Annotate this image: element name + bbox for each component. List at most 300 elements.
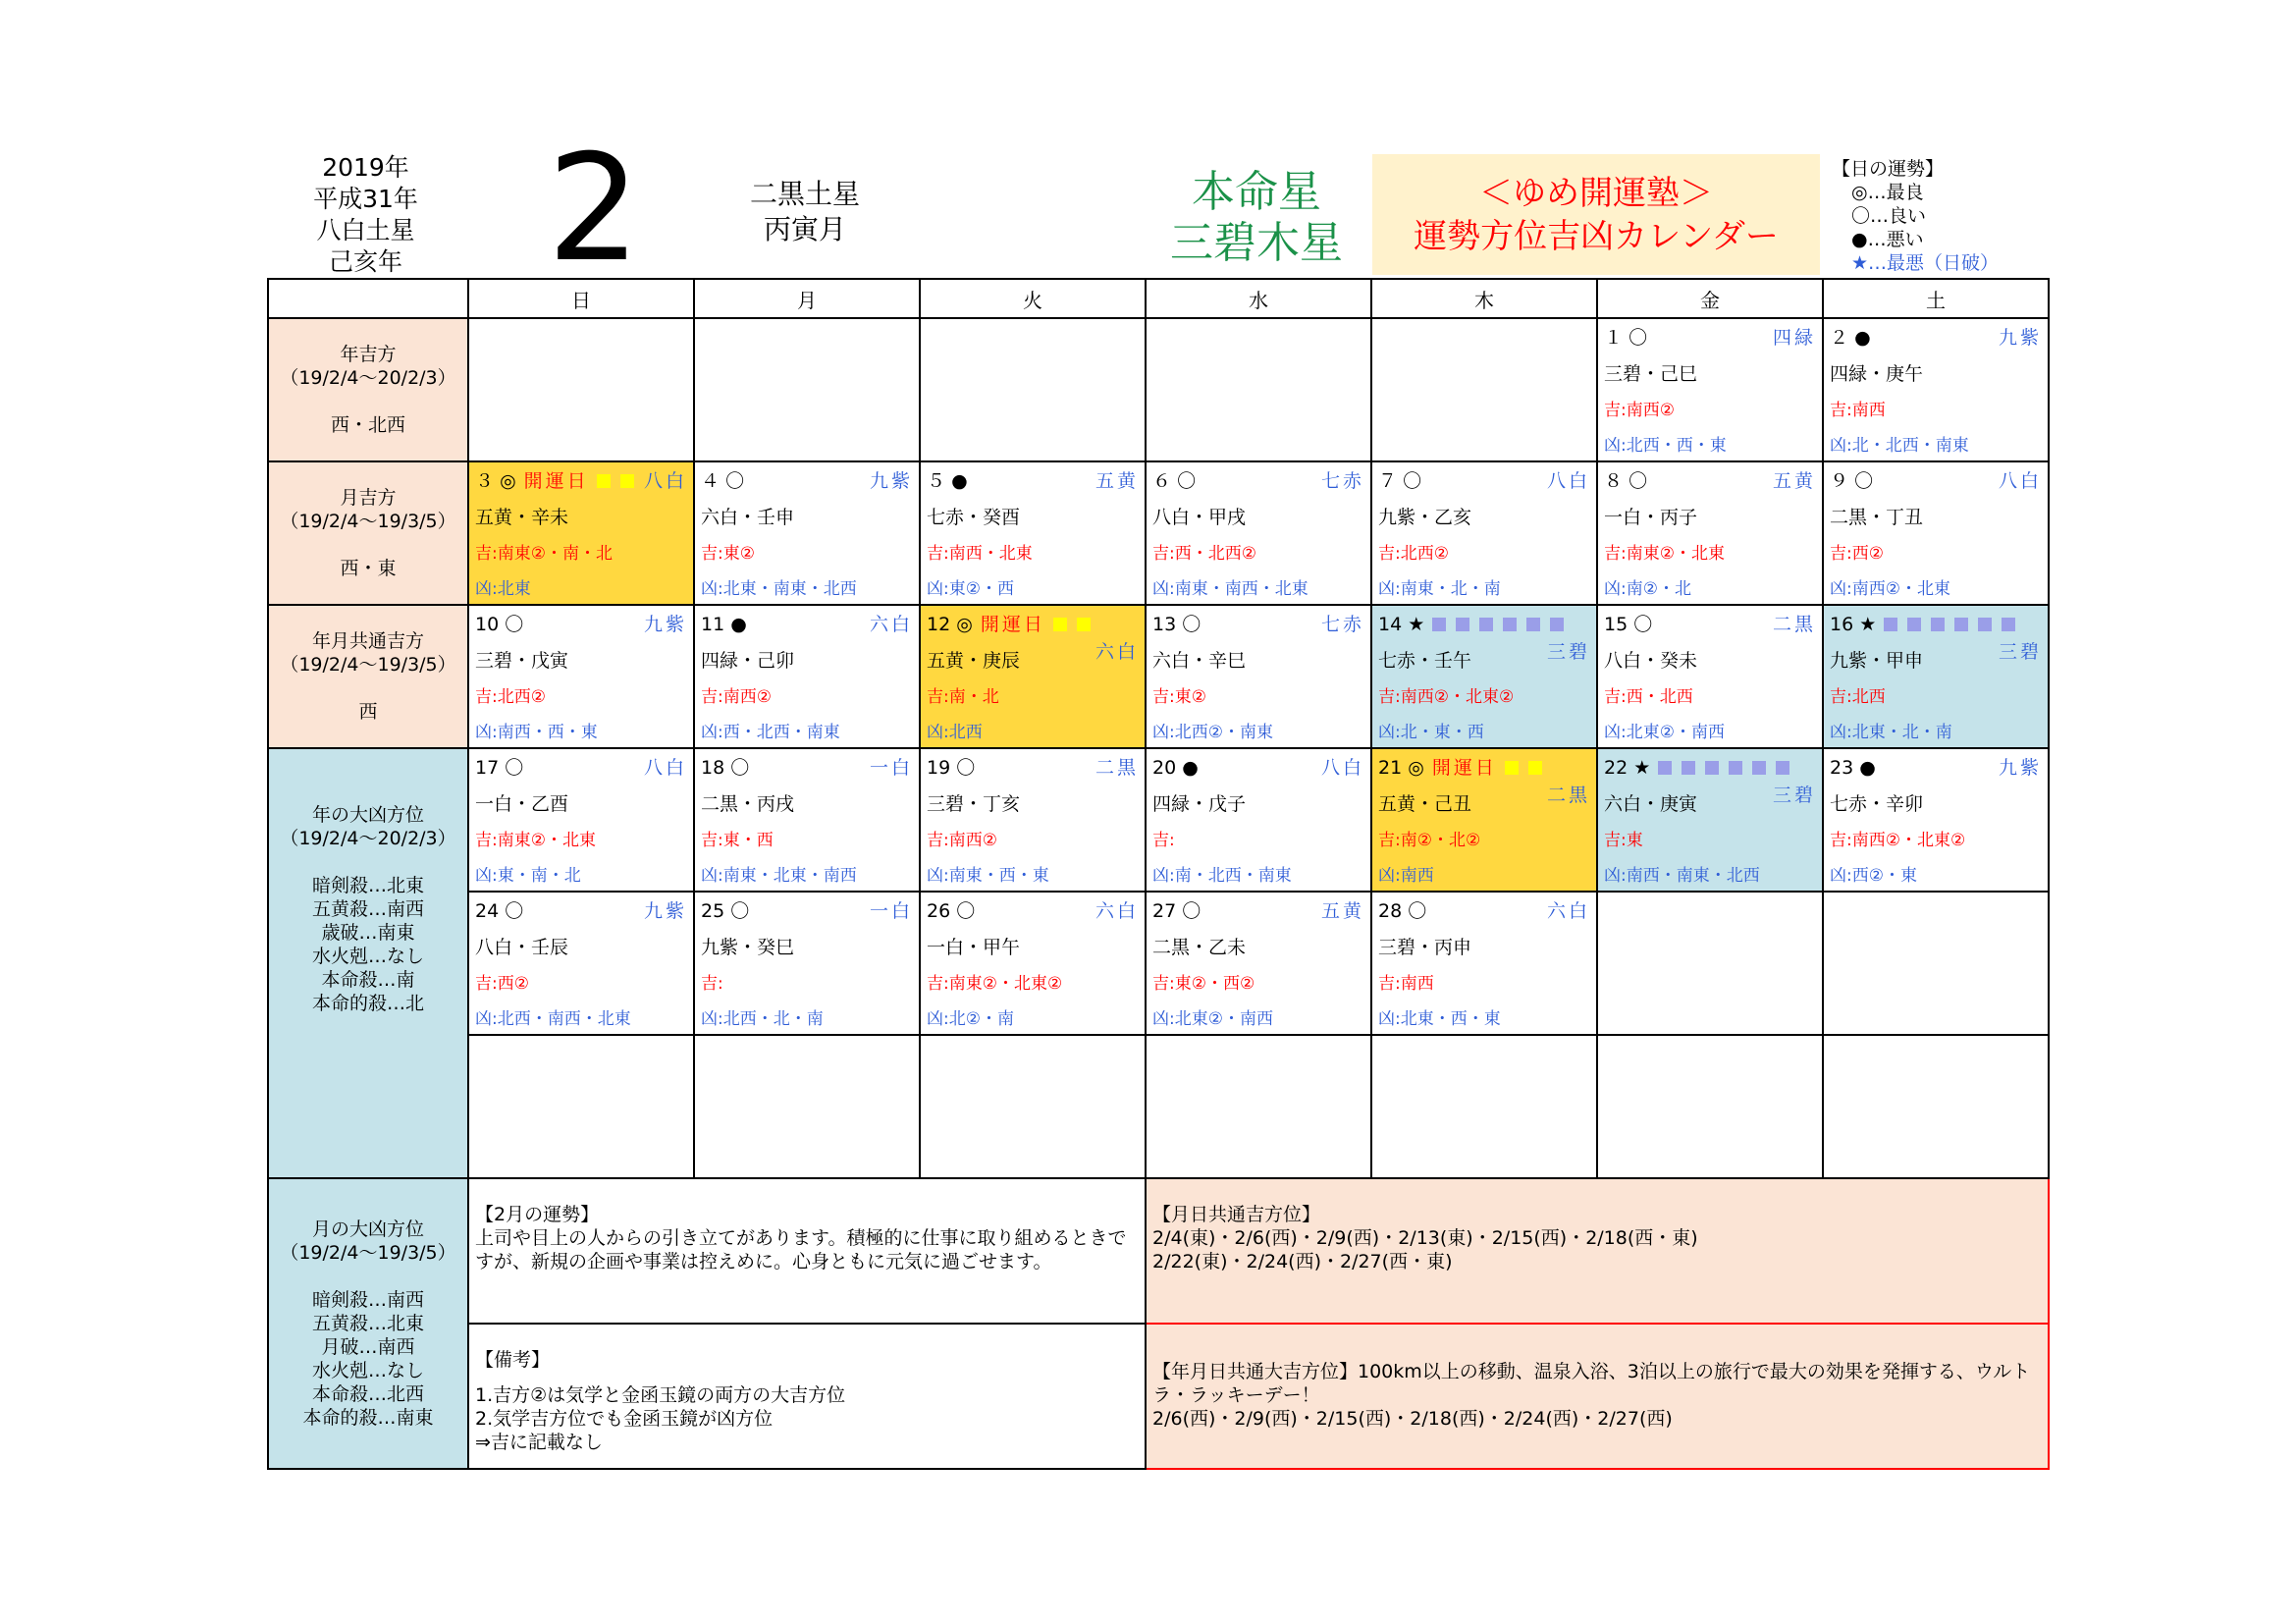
day-number: ７	[1378, 470, 1398, 492]
day-star-zodiac: 一白・乙酉	[475, 793, 569, 815]
side-line: 本命殺…北西	[311, 1383, 424, 1405]
decor-square	[1526, 618, 1540, 631]
day-number: 18	[701, 757, 725, 779]
day-nine-star: 二黒	[1095, 757, 1139, 779]
day-cell	[694, 892, 920, 1035]
day-lucky-directions: 吉:北西②	[1378, 544, 1449, 564]
day-lucky-directions: 吉:西②	[1830, 544, 1884, 564]
day-header	[927, 467, 1139, 495]
day-bad-directions: 凶:南東・西・東	[927, 866, 1049, 886]
side-line: 年の大凶方位	[311, 804, 424, 826]
day-number: 19	[927, 757, 951, 779]
day-fortune-mark: ★	[1633, 757, 1651, 779]
day-nine-star: 九紫	[1998, 327, 2042, 349]
day-fortune-mark: ★	[1408, 614, 1425, 635]
year-line: 2019年	[322, 153, 409, 182]
day-cell	[1371, 748, 1597, 892]
brand-name: ＜ゆめ開運塾＞	[1479, 174, 1713, 213]
day-bad-directions: 凶:北東②・南西	[1604, 723, 1725, 742]
day-number: 13	[1152, 614, 1177, 635]
day-bad-directions: 凶:北西・西・東	[1604, 436, 1727, 456]
day-number: ４	[701, 470, 721, 492]
day-header	[1604, 324, 1816, 352]
side-line: （19/2/4～20/2/3）	[280, 828, 456, 849]
day-cell	[468, 892, 694, 1035]
day-lucky-directions: 吉:西②	[475, 974, 529, 994]
corner-cell	[268, 279, 468, 318]
day-cell	[920, 748, 1146, 892]
month-star-line: 二黒土星	[749, 178, 860, 210]
decor-square	[1432, 618, 1446, 631]
day-number: 12	[927, 614, 951, 635]
day-star-zodiac: 五黄・己丑	[1378, 793, 1472, 815]
day-fortune-mark: 〇	[725, 470, 745, 492]
day-bad-directions: 凶:北西・南西・北東	[475, 1009, 631, 1029]
decor-square	[1776, 761, 1789, 775]
day-cell	[1146, 461, 1371, 605]
day-fortune-mark: 〇	[505, 757, 524, 779]
common-lucky-title: 【月日共通吉方位】	[1152, 1204, 1321, 1225]
day-star-zodiac: 三碧・丙申	[1378, 937, 1472, 958]
day-cell	[920, 461, 1146, 605]
day-number: 22	[1604, 757, 1629, 779]
decor-square	[1752, 761, 1766, 775]
side-line: 暗剣殺…北東	[311, 875, 424, 896]
calendar-grid	[267, 278, 2050, 1470]
decor-square	[1077, 618, 1091, 631]
day-number: ６	[1152, 470, 1172, 492]
day-nine-star: 五黄	[1320, 900, 1364, 922]
day-number: 10	[475, 614, 500, 635]
lucky-day-tag: 開運日	[1431, 757, 1497, 779]
day-header	[475, 467, 687, 495]
day-star-zodiac: 八白・甲戌	[1152, 507, 1247, 528]
calendar-title: 運勢方位吉凶カレンダー	[1414, 217, 1779, 256]
day-nine-star: 七赤	[1320, 470, 1364, 492]
decor-square	[1931, 618, 1945, 631]
day-lucky-directions: 吉:北西②	[475, 687, 546, 707]
day-lucky-directions: 吉:南西②・北東②	[1378, 687, 1515, 707]
legend-best: ◎…最良	[1851, 182, 1924, 203]
day-lucky-directions: 吉:南西②	[1604, 401, 1675, 420]
side-line: 五黄殺…北東	[311, 1313, 424, 1334]
day-header	[1830, 324, 2042, 352]
week-row-2	[268, 461, 2049, 605]
day-cell	[1597, 748, 1823, 892]
year-info	[294, 152, 437, 278]
day-fortune-mark: ●	[730, 614, 747, 635]
side-line: 年月共通吉方	[311, 630, 424, 652]
empty-day-cell	[920, 318, 1146, 461]
day-cell	[694, 748, 920, 892]
day-star-zodiac: 九紫・甲申	[1830, 650, 1924, 672]
day-star-zodiac: 一白・丙子	[1604, 507, 1698, 528]
month-zodiac-line: 丙寅月	[763, 213, 846, 245]
day-cell	[1597, 605, 1823, 748]
day-fortune-mark: 〇	[505, 900, 524, 922]
day-cell	[694, 605, 920, 748]
day-bad-directions: 凶:北西・北・南	[701, 1009, 824, 1029]
empty-day-cell	[468, 318, 694, 461]
decor-square	[1479, 618, 1493, 631]
day-lucky-directions: 吉:南西②	[701, 687, 772, 707]
day-cell	[1146, 892, 1371, 1035]
common-lucky-dates: 2/22(東)・2/24(西)・2/27(西・東)	[1152, 1251, 1453, 1272]
day-header	[701, 897, 913, 925]
day-cell	[1823, 461, 2049, 605]
day-fortune-mark: 〇	[1177, 470, 1197, 492]
legend-worst: ★…最悪（日破）	[1851, 252, 2000, 274]
day-number: 17	[475, 757, 500, 779]
side-line: 五黄殺…南西	[311, 898, 424, 920]
day-nine-star: 六白	[1095, 641, 1139, 663]
day-number: ８	[1604, 470, 1624, 492]
day-bad-directions: 凶:北西②・南東	[1152, 723, 1273, 742]
day-header	[1604, 611, 1816, 638]
day-star-zodiac: 四緑・己卯	[701, 650, 795, 672]
decor-square	[1550, 618, 1564, 631]
decor-square	[1978, 618, 1992, 631]
great-lucky-dates: 2/6(西)・2/9(西)・2/15(西)・2/18(西)・2/24(西)・2/27(西)	[1152, 1408, 1673, 1430]
day-header	[1378, 467, 1590, 495]
great-lucky-text: 【年月日共通大吉方位】100km以上の移動、温泉入浴、3泊以上の旅行で最大の効果を発揮する、ウルトラ・ラッキーデー！	[1152, 1361, 2031, 1406]
day-cell	[1146, 605, 1371, 748]
remarks-box	[468, 1324, 1146, 1469]
weekday-header	[268, 279, 2049, 318]
honmei-star	[1139, 167, 1374, 269]
day-nine-star: 三碧	[1772, 785, 1816, 806]
day-number: ３	[475, 470, 495, 492]
empty-day-cell	[1823, 892, 2049, 1035]
month-fortune-text: 上司や目上の人からの引き立てがあります。積極的に仕事に取り組めるときですが、新規の企画や事業は控えめに。心身ともに元気に過ごせます。	[475, 1227, 1127, 1272]
day-bad-directions: 凶:北②・南	[927, 1009, 1014, 1029]
day-number: 25	[701, 900, 725, 922]
day-nine-star: 三碧	[1546, 641, 1590, 663]
day-star-zodiac: 二黒・丙戌	[701, 793, 795, 815]
day-cell	[1823, 748, 2049, 892]
day-star-zodiac: 六白・壬申	[701, 507, 795, 528]
day-nine-star: 五黄	[1772, 470, 1816, 492]
day-fortune-mark: 〇	[1182, 900, 1201, 922]
decor-square	[1528, 761, 1542, 775]
day-header	[701, 467, 913, 495]
day-number: 14	[1378, 614, 1403, 635]
weekday-sat: 土	[1823, 279, 2049, 318]
day-lucky-directions: 吉:西・北西	[1604, 687, 1693, 707]
decor-square	[1705, 761, 1719, 775]
day-fortune-mark: ◎	[500, 470, 516, 492]
day-lucky-directions: 吉:	[1152, 831, 1175, 850]
day-fortune-mark: ●	[1854, 327, 1871, 349]
side-line: 西・東	[340, 558, 397, 579]
month-bad-direction	[268, 1178, 468, 1469]
legend-title: 【日の運勢】	[1832, 158, 1945, 180]
day-lucky-directions: 吉:南東②・北東	[475, 831, 596, 850]
day-nine-star: 六白	[869, 614, 913, 635]
weekday-thu: 木	[1371, 279, 1597, 318]
day-fortune-mark: 〇	[1403, 470, 1422, 492]
side-line: （19/2/4～19/3/5）	[280, 654, 456, 676]
day-cell	[468, 748, 694, 892]
empty-day-cell	[920, 1035, 1146, 1178]
day-star-zodiac: 四緑・庚午	[1830, 363, 1924, 385]
empty-day-cell	[1146, 1035, 1371, 1178]
day-nine-star: 一白	[869, 757, 913, 779]
day-lucky-directions: 吉:東②	[701, 544, 755, 564]
decor-square	[620, 474, 634, 488]
empty-day-cell	[694, 1035, 920, 1178]
day-bad-directions: 凶:南西・西・東	[475, 723, 598, 742]
weekday-tue: 火	[920, 279, 1146, 318]
day-header	[1152, 897, 1364, 925]
day-cell	[920, 605, 1146, 748]
day-nine-star: 一白	[869, 900, 913, 922]
day-star-zodiac: 二黒・乙未	[1152, 937, 1247, 958]
remarks-line: 2.気学吉方位でも金函玉鏡が凶方位	[475, 1408, 774, 1430]
day-nine-star: 八白	[643, 470, 687, 492]
day-lucky-directions: 吉:南・北	[927, 687, 999, 707]
day-lucky-directions: 吉:西・北西②	[1152, 544, 1256, 564]
day-nine-star: 二黒	[1772, 614, 1816, 635]
day-header	[1378, 897, 1590, 925]
day-header	[1830, 467, 2042, 495]
day-star-zodiac: 四緑・戊子	[1152, 793, 1247, 815]
day-lucky-directions: 吉:南西②・北東②	[1830, 831, 1966, 850]
day-bad-directions: 凶:南西・南東・北西	[1604, 866, 1760, 886]
side-line: （19/2/4～19/3/5）	[280, 511, 456, 532]
decor-square	[1456, 618, 1469, 631]
decor-square	[1682, 761, 1695, 775]
day-number: ２	[1830, 327, 1849, 349]
day-star-zodiac: 三碧・己巳	[1604, 363, 1698, 385]
empty-day-cell	[1597, 1035, 1823, 1178]
day-nine-star: 六白	[1546, 900, 1590, 922]
week-row-5	[268, 892, 2049, 1035]
day-nine-star: 九紫	[1998, 757, 2042, 779]
day-star-zodiac: 七赤・辛卯	[1830, 793, 1924, 815]
day-nine-star: 三碧	[1998, 641, 2042, 663]
decor-square	[1053, 618, 1067, 631]
lucky-day-tag: 開運日	[980, 614, 1045, 635]
day-nine-star: 四緑	[1772, 327, 1816, 349]
side-line: （19/2/4～19/3/5）	[280, 1242, 456, 1264]
decor-square	[1503, 618, 1517, 631]
day-fortune-mark: ●	[1182, 757, 1199, 779]
great-lucky-box	[1146, 1324, 2049, 1469]
side-line: 本命的殺…北	[311, 993, 424, 1014]
common-lucky-dates: 2/4(東)・2/6(西)・2/9(西)・2/13(東)・2/15(西)・2/18(西・東)	[1152, 1227, 1698, 1249]
year-bad-direction	[268, 748, 468, 1178]
month-lucky-direction	[268, 461, 468, 605]
lucky-day-tag: 開運日	[523, 470, 589, 492]
day-fortune-mark: ●	[1859, 757, 1876, 779]
day-star-zodiac: 五黄・庚辰	[927, 650, 1021, 672]
day-cell	[1371, 892, 1597, 1035]
day-number: 16	[1830, 614, 1854, 635]
honmei-value: 三碧木星	[1170, 218, 1343, 268]
side-line	[269, 1265, 467, 1288]
day-nine-star: 五黄	[1095, 470, 1139, 492]
day-nine-star: 九紫	[643, 900, 687, 922]
day-number: 11	[701, 614, 725, 635]
day-bad-directions: 凶:南西②・北東	[1830, 579, 1950, 599]
empty-day-cell	[1823, 1035, 2049, 1178]
day-header	[701, 754, 913, 782]
day-cell	[694, 461, 920, 605]
empty-day-cell	[1371, 318, 1597, 461]
side-line: 西	[358, 701, 378, 723]
day-cell	[920, 892, 1146, 1035]
day-cell	[1823, 318, 2049, 461]
day-star-zodiac: 三碧・戊寅	[475, 650, 569, 672]
decor-square	[597, 474, 611, 488]
day-star-zodiac: 三碧・丁亥	[927, 793, 1021, 815]
day-fortune-mark: 〇	[730, 757, 750, 779]
side-line: 月破…南西	[321, 1336, 415, 1358]
day-lucky-directions: 吉:南東②・北東②	[927, 974, 1063, 994]
day-header	[1152, 754, 1364, 782]
day-bad-directions: 凶:南②・北	[1604, 579, 1691, 599]
notes-row-1	[268, 1178, 2049, 1324]
year-lucky-direction	[268, 318, 468, 461]
day-header	[1604, 467, 1816, 495]
day-lucky-directions: 吉:南西	[1378, 974, 1434, 994]
day-bad-directions: 凶:南西	[1378, 866, 1434, 886]
day-number: 23	[1830, 757, 1854, 779]
day-bad-directions: 凶:西②・東	[1830, 866, 1917, 886]
day-bad-directions: 凶:北東・北・南	[1830, 723, 1952, 742]
day-lucky-directions: 吉:東②	[1152, 687, 1206, 707]
day-bad-directions: 凶:南東・北東・南西	[701, 866, 857, 886]
day-lucky-directions: 吉:南西	[1830, 401, 1886, 420]
day-header	[475, 897, 687, 925]
day-number: 28	[1378, 900, 1403, 922]
weekday-fri: 金	[1597, 279, 1823, 318]
day-header	[475, 754, 687, 782]
week-row-4	[268, 748, 2049, 892]
day-number: 26	[927, 900, 951, 922]
side-line: 本命殺…南	[321, 969, 415, 991]
day-lucky-directions: 吉:北西	[1830, 687, 1886, 707]
empty-day-cell	[694, 318, 920, 461]
empty-day-cell	[1597, 892, 1823, 1035]
day-fortune-mark: ★	[1859, 614, 1877, 635]
day-header	[701, 611, 913, 638]
decor-square	[1954, 618, 1968, 631]
day-nine-star: 七赤	[1320, 614, 1364, 635]
side-line: 歳破…南東	[321, 922, 415, 944]
honmei-label: 本命星	[1192, 167, 1321, 217]
day-star-zodiac: 八白・癸未	[1604, 650, 1698, 672]
remarks-title: 【備考】	[475, 1349, 551, 1371]
day-nine-star: 八白	[1320, 757, 1364, 779]
day-star-zodiac: 一白・甲午	[927, 937, 1021, 958]
notes-row-2	[268, 1324, 2049, 1469]
day-cell	[1371, 605, 1597, 748]
day-cell	[1597, 461, 1823, 605]
day-number: 27	[1152, 900, 1177, 922]
day-bad-directions: 凶:北西	[927, 723, 983, 742]
day-cell	[1823, 605, 2049, 748]
legend-bad: ●…悪い	[1851, 229, 1924, 250]
day-bad-directions: 凶:南東・北・南	[1378, 579, 1501, 599]
side-line	[269, 390, 467, 413]
month-fortune-title: 【2月の運勢】	[475, 1204, 600, 1225]
day-star-zodiac: 五黄・辛未	[475, 507, 569, 528]
day-star-zodiac: 九紫・乙亥	[1378, 507, 1472, 528]
day-star-zodiac: 六白・辛巳	[1152, 650, 1247, 672]
day-header	[927, 897, 1139, 925]
day-fortune-mark: 〇	[505, 614, 524, 635]
day-header	[475, 611, 687, 638]
side-line	[269, 533, 467, 557]
day-nine-star: 六白	[1095, 900, 1139, 922]
day-nine-star: 八白	[1998, 470, 2042, 492]
year-star-line: 八白土星	[316, 216, 415, 244]
day-cell	[468, 461, 694, 605]
day-lucky-directions: 吉:南東②・北東	[1604, 544, 1725, 564]
day-lucky-directions: 吉:東②・西②	[1152, 974, 1255, 994]
month-star	[707, 177, 903, 247]
day-star-zodiac: 六白・庚寅	[1604, 793, 1698, 815]
day-star-zodiac: 七赤・壬午	[1378, 650, 1472, 672]
remarks-line: ⇒吉に記載なし	[475, 1432, 603, 1453]
side-line	[269, 677, 467, 700]
day-star-zodiac: 七赤・癸酉	[927, 507, 1021, 528]
day-header	[927, 754, 1139, 782]
empty-day-cell	[1146, 318, 1371, 461]
weekday-mon: 月	[694, 279, 920, 318]
decor-square	[1505, 761, 1519, 775]
day-number: １	[1604, 327, 1624, 349]
day-bad-directions: 凶:北東・南東・北西	[701, 579, 857, 599]
day-star-zodiac: 二黒・丁丑	[1830, 507, 1924, 528]
day-cell	[468, 605, 694, 748]
day-lucky-directions: 吉:南東②・南・北	[475, 544, 613, 564]
day-lucky-directions: 吉:南西・北東	[927, 544, 1033, 564]
decor-square	[1907, 618, 1921, 631]
remarks-line: 1.吉方②は気学と金函玉鏡の両方の大吉方位	[475, 1384, 846, 1406]
day-nine-star: 九紫	[643, 614, 687, 635]
side-line: 水火剋…なし	[311, 946, 424, 967]
decor-square	[1729, 761, 1742, 775]
day-bad-directions: 凶:西・北西・南東	[701, 723, 840, 742]
day-cell	[1146, 748, 1371, 892]
day-fortune-mark: 〇	[1629, 327, 1648, 349]
day-lucky-directions: 吉:南西②	[927, 831, 997, 850]
day-bad-directions: 凶:北・東・西	[1378, 723, 1484, 742]
day-header	[1830, 754, 2042, 782]
week-row-3	[268, 605, 2049, 748]
side-line: 暗剣殺…南西	[311, 1289, 424, 1311]
day-fortune-mark: ●	[951, 470, 968, 492]
day-fortune-mark: 〇	[1408, 900, 1427, 922]
day-bad-directions: 凶:北・北西・南東	[1830, 436, 1969, 456]
day-fortune-mark: 〇	[1633, 614, 1653, 635]
month-fortune-box	[468, 1178, 1146, 1324]
weekday-wed: 水	[1146, 279, 1371, 318]
day-bad-directions: 凶:南東・南西・北東	[1152, 579, 1308, 599]
day-number: 24	[475, 900, 500, 922]
day-number: 15	[1604, 614, 1629, 635]
week-row-1	[268, 318, 2049, 461]
day-nine-star: 八白	[1546, 470, 1590, 492]
day-lucky-directions: 吉:南②・北②	[1378, 831, 1481, 850]
day-bad-directions: 凶:東・南・北	[475, 866, 581, 886]
day-star-zodiac: 九紫・癸巳	[701, 937, 795, 958]
common-lucky-box	[1146, 1178, 2049, 1324]
day-fortune-mark: 〇	[1629, 470, 1648, 492]
